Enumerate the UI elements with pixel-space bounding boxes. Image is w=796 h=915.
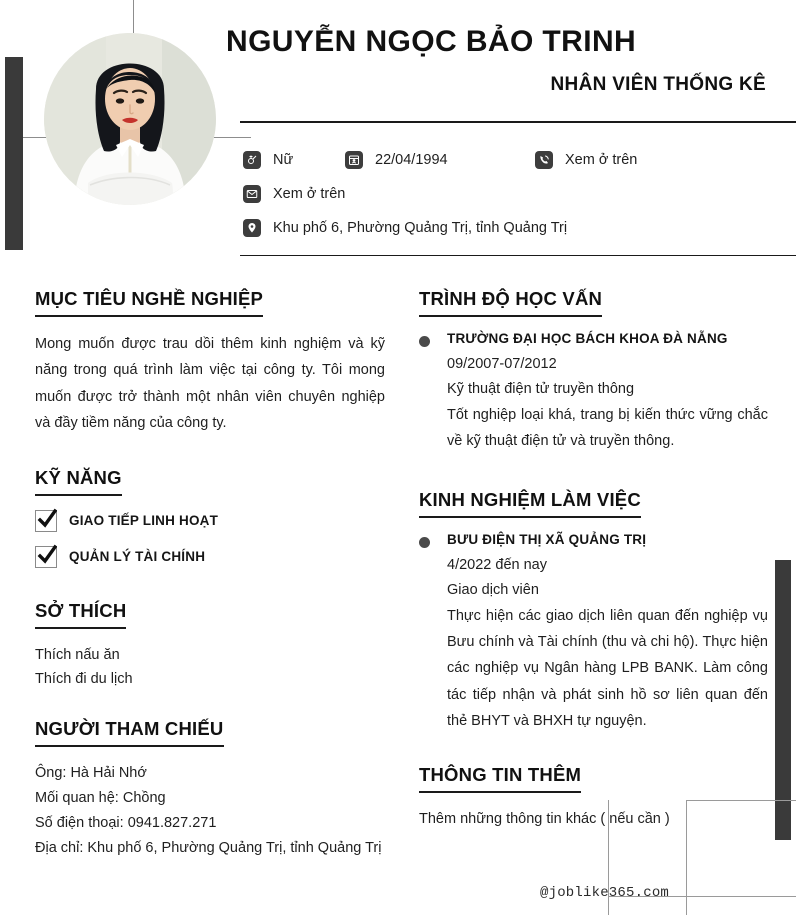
location-pin-icon — [243, 219, 261, 237]
checkbox-checked-icon — [35, 546, 57, 568]
decorative-line-top — [133, 0, 134, 33]
decorative-bar-right — [775, 560, 791, 840]
phone-icon — [535, 151, 553, 169]
section-objective — [35, 288, 385, 437]
skill-item — [35, 510, 385, 532]
section-experience — [419, 489, 768, 735]
education-major: Kỹ thuật điện tử truyền thông — [447, 380, 635, 397]
experience-company: BƯU ĐIỆN THỊ XÃ QUẢNG TRỊ — [447, 531, 647, 547]
contact-phone — [535, 151, 637, 169]
bullet-icon — [419, 336, 430, 347]
experience-role: Giao dịch viên — [447, 581, 539, 598]
candidate-name: NGUYỄN NGỌC BẢO TRINH — [226, 25, 637, 58]
reference-line: Địa chỉ: Khu phố 6, Phường Quảng Trị, tỉnh Quảng Trị — [35, 840, 382, 857]
reference-line: Ông: Hà Hải Nhớ — [35, 765, 147, 782]
left-column — [35, 288, 385, 865]
email-value: Xem ở trên — [273, 186, 346, 202]
contact-dob — [345, 151, 535, 169]
contact-address — [243, 219, 567, 237]
dob-value: 22/04/1994 — [375, 152, 448, 168]
education-note: Tốt nghiệp loại khá, trang bị kiến thức vững chắc về kỹ thuật điện tử và truyền thông. — [447, 406, 768, 450]
contact-row-2 — [243, 177, 796, 211]
header-divider-top — [240, 121, 796, 123]
reference-line: Số điện thoại: 0941.827.271 — [35, 815, 217, 832]
skills-heading: KỸ NĂNG — [35, 467, 122, 496]
contact-row-3 — [243, 211, 796, 245]
experience-period: 4/2022 đến nay — [447, 556, 547, 573]
reference-line: Mối quan hệ: Chồng — [35, 790, 166, 807]
education-school: TRƯỜNG ĐẠI HỌC BÁCH KHOA ĐÀ NẴNG — [447, 331, 728, 346]
decorative-bar-left — [5, 57, 23, 250]
right-column — [419, 288, 768, 836]
phone-value: Xem ở trên — [565, 152, 638, 168]
skill-label: GIAO TIẾP LINH HOẠT — [69, 513, 219, 528]
gender-icon — [243, 151, 261, 169]
skill-item — [35, 546, 385, 568]
contact-email — [243, 185, 345, 203]
contact-gender — [243, 151, 345, 169]
header-text-block — [226, 24, 766, 96]
education-heading: TRÌNH ĐỘ HỌC VẤN — [419, 288, 602, 317]
gender-value: Nữ — [273, 152, 294, 168]
education-entry — [419, 331, 768, 455]
hobbies-heading: SỞ THÍCH — [35, 600, 126, 629]
section-education — [419, 288, 768, 455]
experience-entry — [419, 532, 768, 735]
experience-heading: KINH NGHIỆM LÀM VIỆC — [419, 489, 641, 518]
reference-heading: NGƯỜI THAM CHIẾU — [35, 718, 224, 747]
section-hobbies — [35, 600, 385, 693]
education-period: 09/2007-07/2012 — [447, 356, 557, 372]
objective-heading: MỤC TIÊU NGHỀ NGHIỆP — [35, 288, 263, 317]
additional-text: Thêm những thông tin khác ( nếu cần ) — [419, 811, 670, 828]
contact-row-1 — [243, 143, 796, 177]
avatar — [44, 33, 216, 205]
contact-info — [243, 143, 796, 245]
hobby-item: Thích nấu ăn — [35, 646, 120, 663]
address-value: Khu phố 6, Phường Quảng Trị, tỉnh Quảng Trị — [273, 220, 568, 236]
envelope-icon — [243, 185, 261, 203]
header-divider-bottom — [240, 255, 796, 256]
id-card-icon — [345, 151, 363, 169]
objective-text: Mong muốn được trau dồi thêm kinh nghiệm và kỹ năng trong quá trình làm việc tại công ty. Tôi mong muốn được trở thành một nhân viên chuyên nghiệp và đầy tiềm năng của công ty. — [35, 336, 385, 432]
watermark: @joblike365.com — [540, 885, 670, 901]
decorative-line-right — [211, 137, 251, 138]
experience-description: Thực hiện các giao dịch liên quan đến nghiệp vụ Bưu chính và Tài chính (thu và chi hộ). Thực hiện các nghiệp vụ Ngân hàng LPB BANK. Làm công tác tiếp nhận và phát sinh hồ sơ liên quan đến thẻ BHYT và BHXH tự nguyện. — [447, 607, 768, 729]
section-skills — [35, 467, 385, 568]
skill-label: QUẢN LÝ TÀI CHÍNH — [69, 549, 206, 564]
checkbox-checked-icon — [35, 510, 57, 532]
section-reference — [35, 718, 385, 861]
hobby-item: Thích đi du lịch — [35, 671, 133, 688]
portrait-photo — [44, 33, 216, 205]
section-additional — [419, 764, 768, 832]
additional-heading: THÔNG TIN THÊM — [419, 764, 581, 793]
bullet-icon — [419, 537, 430, 548]
job-title: NHÂN VIÊN THỐNG KÊ — [550, 74, 766, 95]
